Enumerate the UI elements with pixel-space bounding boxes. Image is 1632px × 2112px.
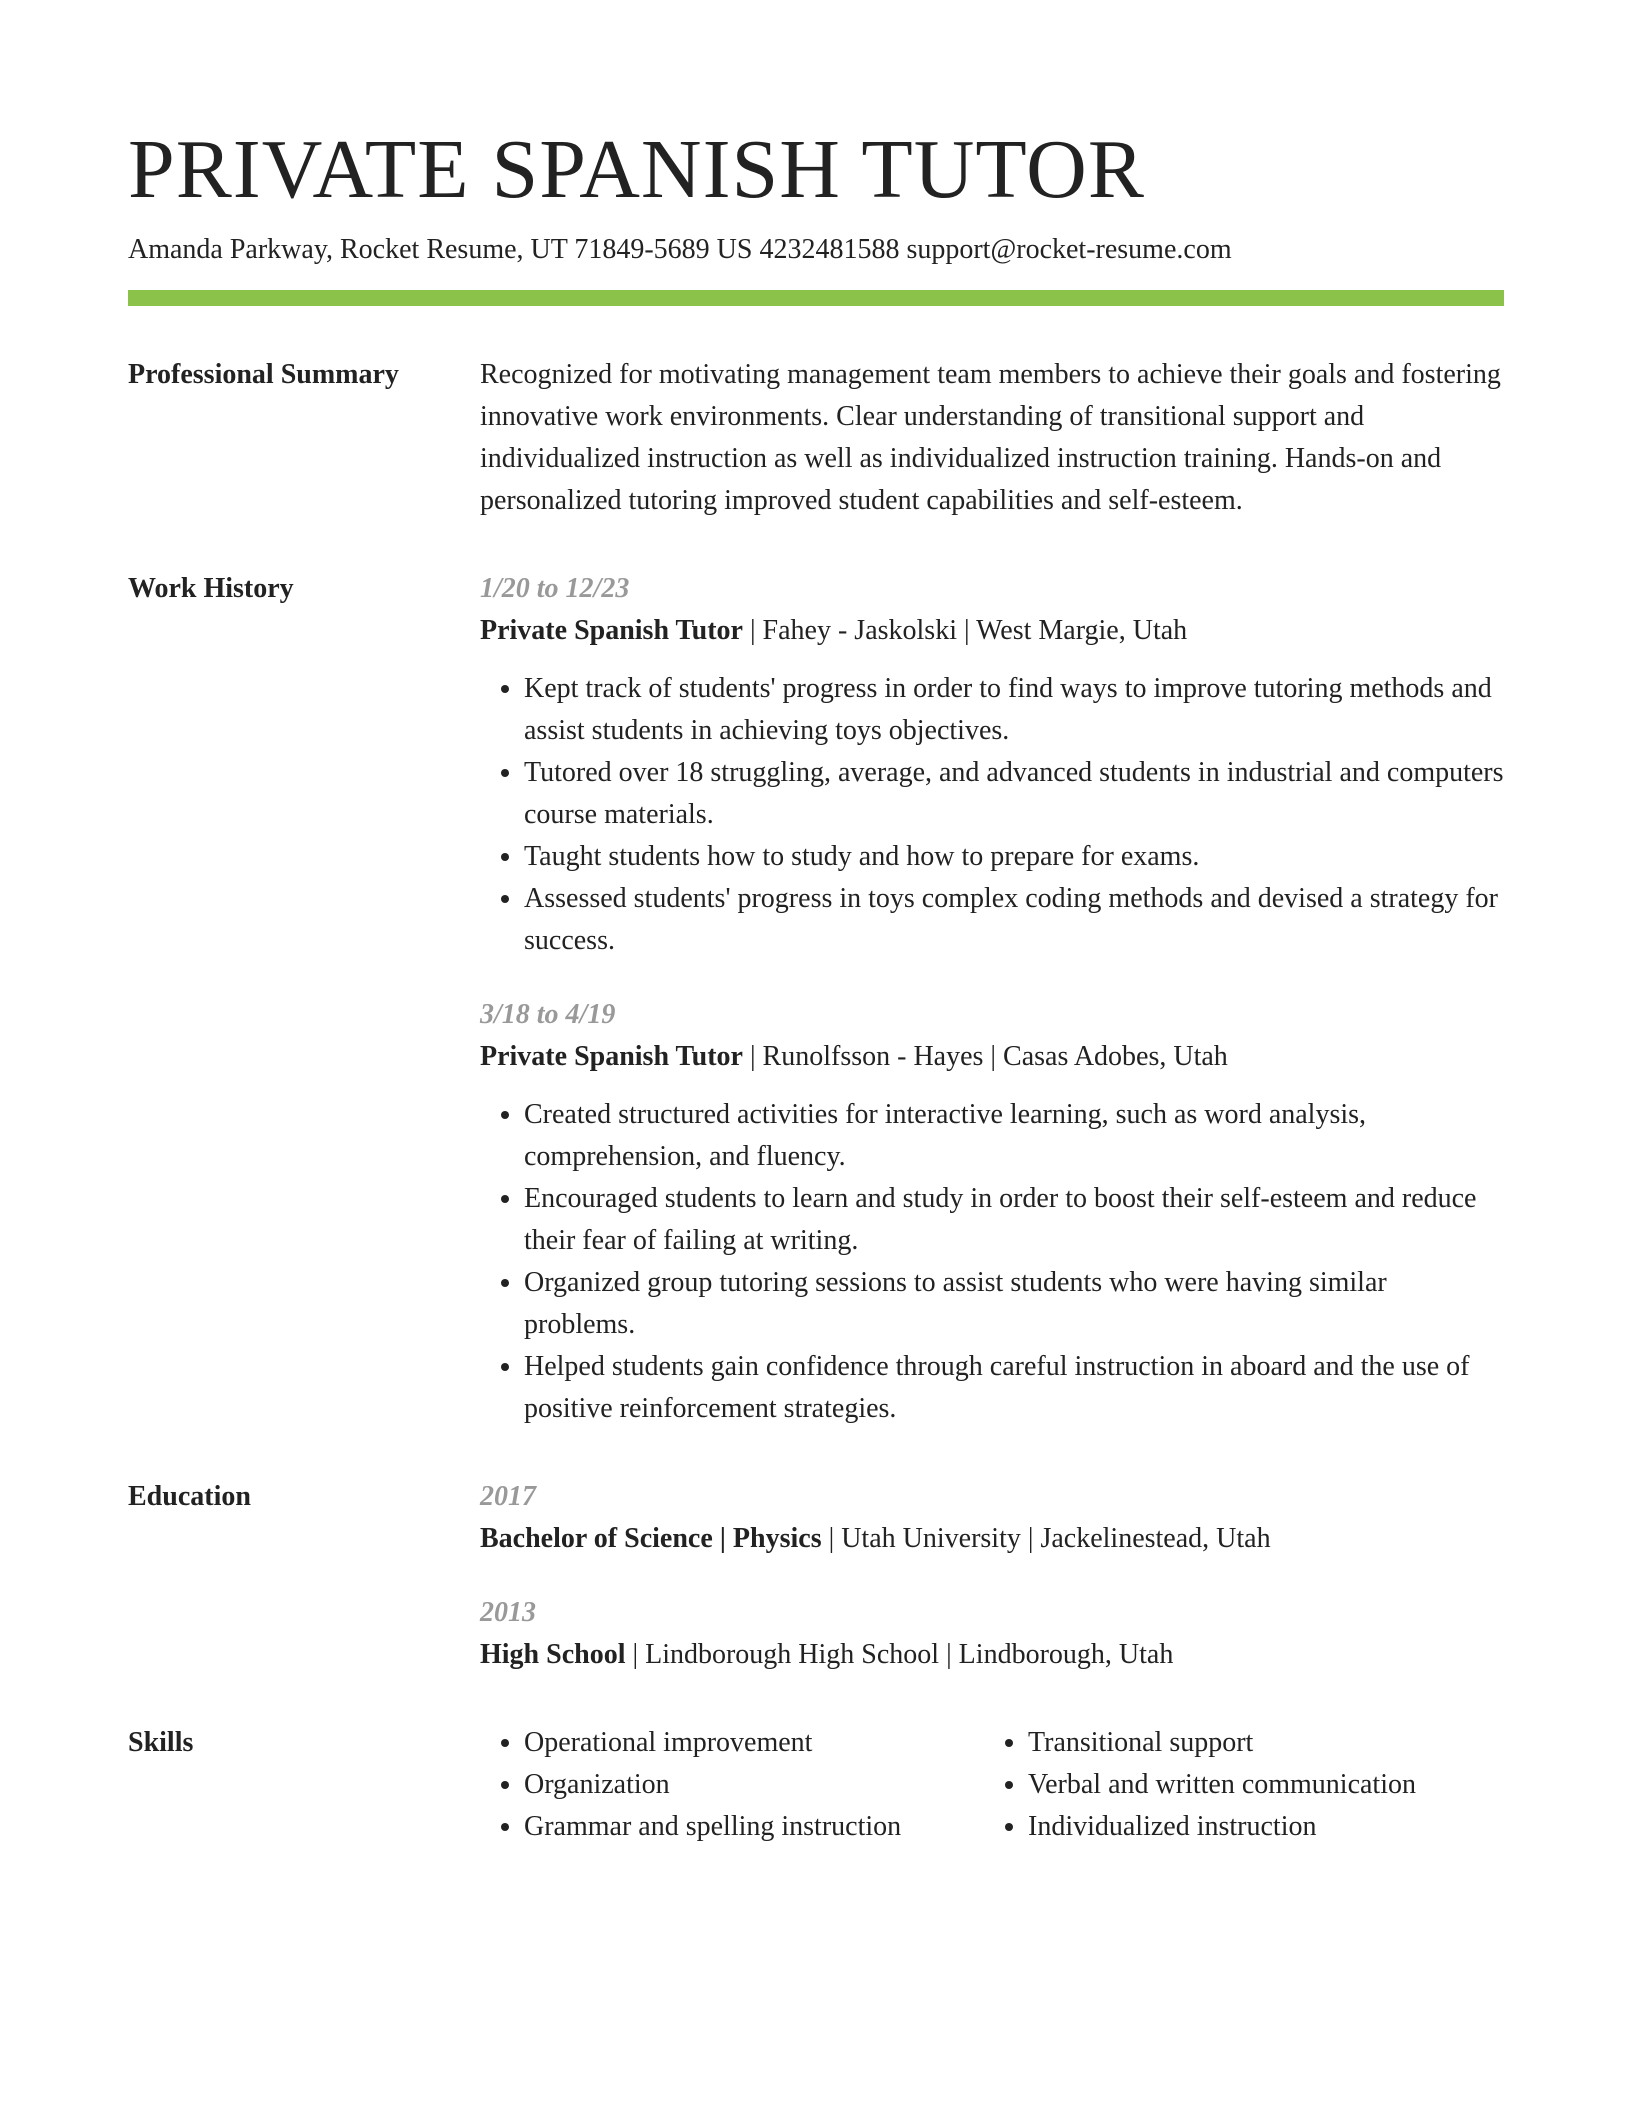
education-line <box>480 1634 1504 1676</box>
education-entry <box>480 1592 1504 1676</box>
resume-page <box>128 120 1504 1848</box>
list-item: • Taught students how to study and how to prepare for exams. <box>524 836 1504 878</box>
job-role: Private Spanish Tutor <box>480 1041 743 1072</box>
job-bullets <box>480 668 1504 962</box>
summary-section <box>128 354 1504 522</box>
job-role: Private Spanish Tutor <box>480 615 743 646</box>
list-item: • Tutored over 18 struggling, average, and advanced students in industrial and computers course materials. <box>524 752 1504 836</box>
skills-list <box>480 1722 1504 1848</box>
education-line <box>480 1518 1504 1560</box>
summary-text: Recognized for motivating management team members to achieve their goals and fostering innovative work environments. Clear understanding of transitional support and individualized instruction as well as individualized instruction training. Hands-on and personalized tutoring improved student capabilities and self-esteem. <box>480 359 1501 516</box>
job-title-line <box>480 1036 1504 1078</box>
job-dates: 1/20 to 12/23 <box>480 573 630 604</box>
resume-name: PRIVATE SPANISH TUTOR <box>128 123 1145 216</box>
list-item: • Organized group tutoring sessions to assist students who were having similar problems. <box>524 1262 1504 1346</box>
list-item: • Kept track of students' progress in order to find ways to improve tutoring methods and assist students in achieving toys objectives. <box>524 668 1504 752</box>
skills-column <box>480 1722 984 1848</box>
education-year: 2013 <box>480 1597 536 1628</box>
skills-column <box>984 1722 1488 1848</box>
job-entry <box>480 568 1504 962</box>
skill-item: • Grammar and spelling instruction <box>524 1806 984 1848</box>
education-details: | Utah University | Jackelinestead, Utah <box>821 1523 1271 1554</box>
education-year: 2017 <box>480 1481 536 1512</box>
skill-item: • Verbal and written communication <box>1028 1764 1488 1806</box>
education-degree: Bachelor of Science | Physics <box>480 1523 822 1554</box>
job-details: | Fahey - Jaskolski | West Margie, Utah <box>742 615 1188 646</box>
education-section <box>128 1476 1504 1676</box>
job-bullets <box>480 1094 1504 1430</box>
contact-line: Amanda Parkway, Rocket Resume, UT 71849-5689 US 4232481588 support@rocket-resume.com <box>128 234 1232 265</box>
skills-section <box>128 1722 1504 1848</box>
section-title: Education <box>128 1481 251 1512</box>
section-title: Professional Summary <box>128 359 399 390</box>
section-title: Skills <box>128 1727 194 1758</box>
list-item: • Helped students gain confidence through careful instruction in aboard and the use of positive reinforcement strategies. <box>524 1346 1504 1430</box>
skill-item: • Individualized instruction <box>1028 1806 1488 1848</box>
header-divider <box>128 290 1504 306</box>
work-history-section <box>128 568 1504 1430</box>
education-degree: High School <box>480 1639 626 1670</box>
list-item: • Assessed students' progress in toys complex coding methods and devised a strategy for success. <box>524 878 1504 962</box>
skill-item: • Transitional support <box>1028 1722 1488 1764</box>
skill-item: • Operational improvement <box>524 1722 984 1764</box>
section-title: Work History <box>128 573 294 604</box>
list-item: • Created structured activities for interactive learning, such as word analysis, comprehension, and fluency. <box>524 1094 1504 1178</box>
list-item: • Encouraged students to learn and study in order to boost their self-esteem and reduce their fear of failing at writing. <box>524 1178 1504 1262</box>
education-details: | Lindborough High School | Lindborough, Utah <box>625 1639 1174 1670</box>
job-dates: 3/18 to 4/19 <box>480 999 616 1030</box>
job-title-line <box>480 610 1504 652</box>
job-entry <box>480 994 1504 1430</box>
job-details: | Runolfsson - Hayes | Casas Adobes, Utah <box>742 1041 1228 1072</box>
skill-item: • Organization <box>524 1764 984 1806</box>
education-entry <box>480 1476 1504 1560</box>
